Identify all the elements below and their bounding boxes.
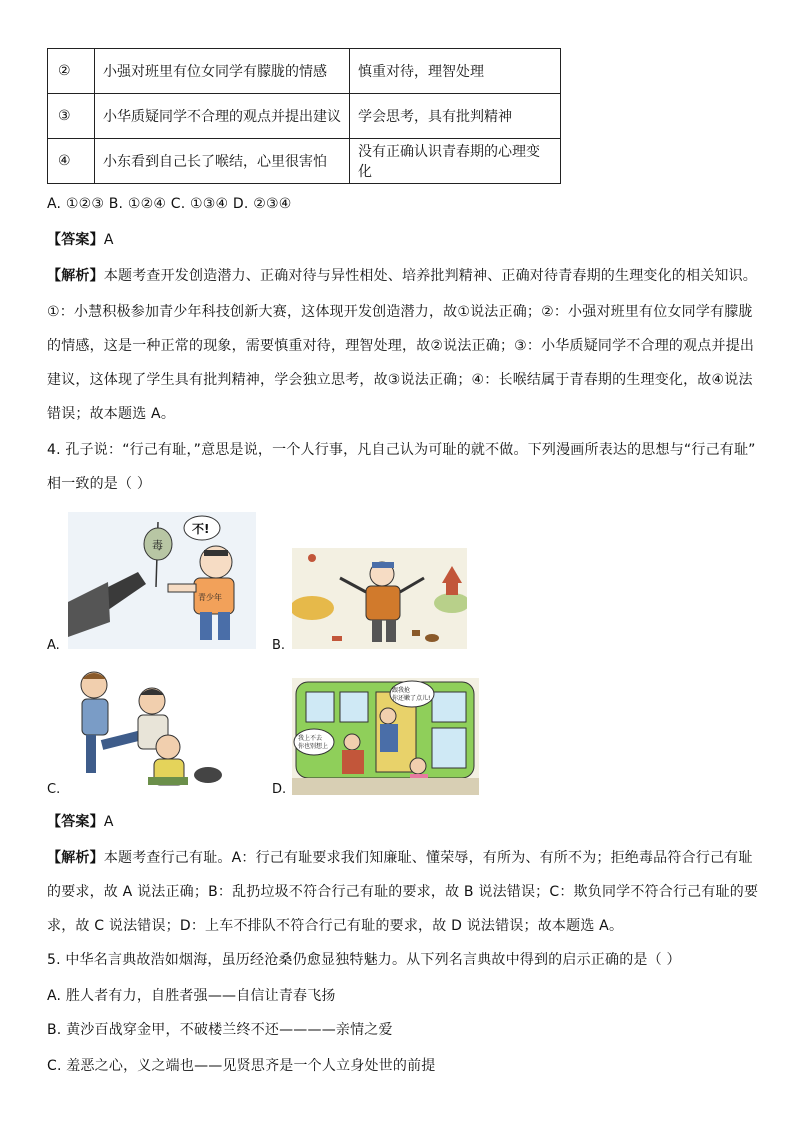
cartoon-bullying-image: [68, 665, 243, 795]
row-number: ②: [48, 49, 95, 94]
statement-table: [47, 48, 561, 184]
q5-stem: 5. 中华名言典故浩如烟海，虽历经沧桑仍愈显独特魅力。从下列名言典故中得到的启示正确的是（ ）: [47, 952, 681, 968]
bubble-text: 跟我抢: [392, 687, 411, 694]
row-event: 小强对班里有位女同学有朦胧的情感: [95, 49, 350, 94]
bubble-text: 你也别想上: [298, 743, 329, 750]
q5-option: B. 黄沙百战穿金甲，不破楼兰终不还————亲情之爱: [47, 1022, 393, 1038]
row-event: 小华质疑同学不合理的观点并提出建议: [95, 94, 350, 139]
option-label: C.: [47, 782, 61, 797]
q4-stem-line: 相一致的是（ ）: [47, 476, 152, 492]
q5-option: A. 胜人者有力，自胜者强——自信让青春飞扬: [47, 988, 336, 1004]
q3-analysis-line: ①：小慧积极参加青少年科技创新大赛，这体现开发创造潜力，故①说法正确；②：小强对班里有位女同学有朦胧: [47, 304, 753, 320]
q4-analysis-line: 求，故 C 说法错误；D：上车不排队不符合行己有耻的要求，故 D 说法错误；故本题选 A。: [47, 918, 624, 934]
bag-label: 毒: [152, 539, 163, 552]
cartoon-bus-queue-image: [292, 678, 479, 795]
q4-answer: 【答案】A: [47, 814, 114, 830]
q3-analysis-line: 的情感，这是一种正常的现象，需要慎重对待，理智处理，故②说法正确；③：小华质疑同学不合理的观点并提出: [47, 338, 755, 354]
cartoon-littering-image: [292, 548, 467, 649]
q4-analysis-line: 【解析】本题考查行己有耻。A：行己有耻要求我们知廉耻、懂荣辱，有所为、有所不为；拒绝毒品符合行己有耻: [47, 850, 753, 866]
row-view: 学会思考，具有批判精神: [350, 94, 561, 139]
row-number: ③: [48, 94, 95, 139]
bubble-text: 不!: [192, 522, 210, 536]
q4-analysis-line: 的要求，故 A 说法正确；B：乱扔垃圾不符合行己有耻的要求，故 B 说法错误；C：欺负同学不符合行己有耻的要: [47, 884, 759, 900]
q3-analysis-line: 建议，这体现了学生具有批判精神，学会独立思考，故③说法正确；④：长喉结属于青春期的生理变化，故④说法: [47, 372, 753, 388]
option-label: B.: [272, 638, 286, 653]
row-event: 小东看到自己长了喉结，心里很害怕: [95, 139, 350, 184]
row-view: 慎重对待，理智处理: [350, 49, 561, 94]
cartoon-refuse-drugs-image: [68, 512, 256, 649]
q5-option: C. 羞恶之心，义之端也——见贤思齐是一个人立身处世的前提: [47, 1058, 436, 1074]
q3-analysis-line: 【解析】本题考查开发创造潜力、正确对待与异性相处、培养批判精神、正确对待青春期的生理变化的相关知识。: [47, 268, 758, 284]
option-label: A.: [47, 638, 60, 653]
q3-analysis-line: 错误；故本题选 A。: [47, 406, 176, 422]
table-row: [48, 139, 561, 184]
table-row: [48, 94, 561, 139]
q4-stem-line: 4. 孔子说：“行己有耻，”意思是说，一个人行事，凡自己认为可耻的就不做。下列漫画所表达的思想与“行己有耻”: [47, 442, 756, 458]
row-number: ④: [48, 139, 95, 184]
shirt-label: 青少年: [198, 593, 222, 602]
bubble-text: 我上不去: [298, 735, 323, 742]
q3-options: A. ①②③ B. ①②④ C. ①③④ D. ②③④: [47, 196, 292, 212]
q3-answer: 【答案】A: [47, 232, 114, 248]
row-view: 没有正确认识青春期的心理变化: [350, 139, 561, 184]
table-row: [48, 49, 561, 94]
bubble-text: 你还嫩了点儿!: [392, 695, 431, 702]
option-label: D.: [272, 782, 287, 797]
